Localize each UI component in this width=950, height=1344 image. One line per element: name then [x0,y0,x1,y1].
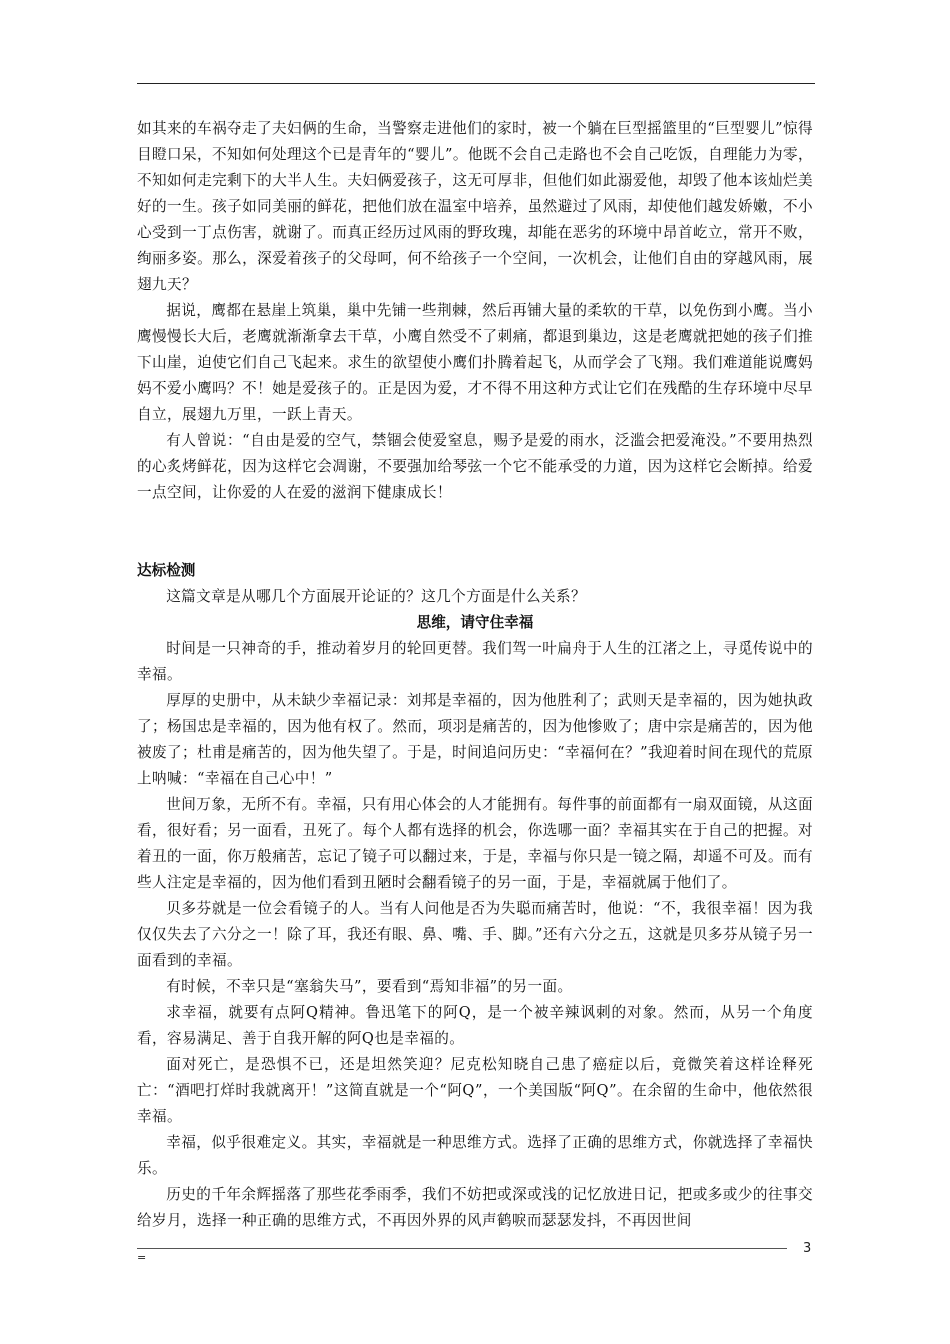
essay-paragraph-4: 贝多芬就是一位会看镜子的人。当有人问他是否为失聪而痛苦时，他说：“不，我很幸福！因为我仅仅失去了六分之一！除了耳，我还有眼、鼻、嘴、手、脚。”还有六分之五，这就是贝多芬从镜子另一面看到的幸福。 [137,900,813,969]
page-number: 3 [803,1241,812,1256]
essay-paragraph-7: 面对死亡，是恐惧不已，还是坦然笑迎？尼克松知晓自己患了癌症以后，竟微笑着这样诠释死亡：“酒吧打烊时我就离开！”这简直就是一个“阿Q”，一个美国版“阿Q”。在余留的生命中，他依然很幸福。 [137,1056,813,1125]
footer-mark: = [137,1251,147,1264]
essay-paragraph-1: 时间是一只神奇的手，推动着岁月的轮回更替。我们驾一叶扁舟于人生的江渚之上，寻觅传说中的幸福。 [137,640,813,683]
essay-title: 思维，请守住幸福 [416,614,534,631]
section-question: 这篇文章是从哪几个方面展开论证的？这几个方面是什么关系？ [166,588,587,605]
header-rule [137,83,815,84]
page-body [137,116,813,1234]
passage1-paragraph-3: 有人曾说：“自由是爱的空气，禁锢会使爱窒息，赐予是爱的雨水，泛滥会把爱淹没。”不要用热烈的心炙烤鲜花，因为这样它会凋谢，不要强加给琴弦一个它不能承受的力道，因为这样它会断掉。给爱一点空间，让你爱的人在爱的滋润下健康成长！ [137,432,813,501]
essay-paragraph-3: 世间万象，无所不有。幸福，只有用心体会的人才能拥有。每件事的前面都有一扇双面镜，从这面看，很好看；另一面看，丑死了。每个人都有选择的机会，你选哪一面？幸福其实在于自己的把握。对着丑的一面，你万般痛苦，忘记了镜子可以翻过来，于是，幸福与你只是一镜之隔，却遥不可及。而有些人注定是幸福的，因为他们看到丑陋时会翻看镜子的另一面，于是，幸福就属于他们了。 [137,796,813,891]
essay-paragraph-9: 历史的千年余辉摇落了那些花季雨季，我们不妨把或深或浅的记忆放进日记，把或多或少的往事交给岁月，选择一种正确的思维方式，不再因外界的风声鹤唳而瑟瑟发抖，不再因世间 [137,1186,813,1229]
passage1-paragraph-2: 据说，鹰都在悬崖上筑巢，巢中先铺一些荆棘，然后再铺大量的柔软的干草，以免伤到小鹰。当小鹰慢慢长大后，老鹰就渐渐拿去干草，小鹰自然受不了刺痛，都退到巢边，这是老鹰就把她的孩子们推下山崖，迫使它们自己飞起来。求生的欲望使小鹰们扑腾着起飞，从而学会了飞翔。我们难道能说鹰妈妈不爱小鹰吗？不！她是爱孩子的。正是因为爱，才不得不用这种方式让它们在残酷的生存环境中尽早自立，展翅九万里，一跃上青天。 [137,302,813,423]
section-heading: 达标检测 [137,562,196,579]
essay-paragraph-5: 有时候，不幸只是“塞翁失马”，要看到“焉知非福”的另一面。 [166,978,573,995]
essay-paragraph-2: 厚厚的史册中，从未缺少幸福记录：刘邦是幸福的，因为他胜利了；武则天是幸福的，因为她执政了；杨国忠是幸福的，因为他有权了。然而，项羽是痛苦的，因为他惨败了；唐中宗是痛苦的，因为他被废了；杜甫是痛苦的，因为他失望了。于是，时间追问历史：“幸福何在？”我迎着时间在现代的荒原上呐喊：“幸福在自己心中！” [137,692,813,787]
passage1-paragraph-1: 如其来的车祸夺走了夫妇俩的生命，当警察走进他们的家时，被一个躺在巨型摇篮里的“巨型婴儿”惊得目瞪口呆，不知如何处理这个已是青年的“婴儿”。他既不会自己走路也不会自己吃饭，自理能力为零，不知如何走完剩下的大半人生。夫妇俩爱孩子，这无可厚非，但他们如此溺爱他，却毁了他本该灿烂美好的一生。孩子如同美丽的鲜花，把他们放在温室中培养，虽然避过了风雨，却使他们越发娇嫩，不小心受到一丁点伤害，就谢了。而真正经历过风雨的野玫瑰，却能在恶劣的环境中昂首屹立，常开不败，绚丽多姿。那么，深爱着孩子的父母呵，何不给孩子一个空间，一次机会，让他们自由的穿越风雨，展翅九天？ [137,120,813,293]
essay-paragraph-8: 幸福，似乎很难定义。其实，幸福就是一种思维方式。选择了正确的思维方式，你就选择了幸福快乐。 [137,1134,813,1177]
footer-rule [137,1248,787,1249]
essay-paragraph-6: 求幸福，就要有点阿Q精神。鲁迅笔下的阿Q，是一个被辛辣讽刺的对象。然而，从另一个角度看，容易满足、善于自我开解的阿Q也是幸福的。 [137,1004,813,1047]
section-gap [137,506,813,558]
